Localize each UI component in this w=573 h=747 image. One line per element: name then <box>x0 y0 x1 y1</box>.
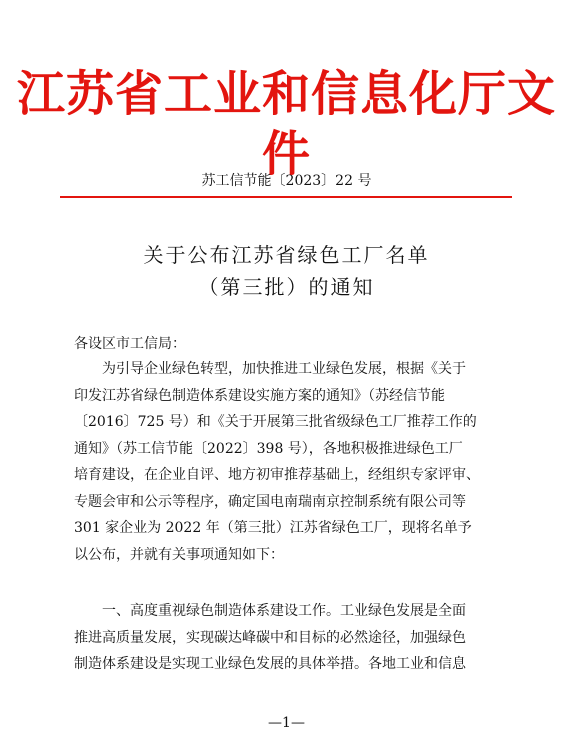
paragraph-line: 培育建设，在企业自评、地方初审推荐基础上，经组织专家评审、 <box>74 467 480 483</box>
paragraph-line: 以公布，并就有关事项通知如下： <box>74 546 284 563</box>
document-number: 苏工信节能〔2023〕22 号 <box>201 173 372 189</box>
paragraph-line: 专题会审和公示等程序，确定国电南瑞南京控制系统有限公司等 <box>74 493 466 510</box>
red-divider <box>60 196 512 198</box>
paragraph-section-one <box>74 598 502 678</box>
paragraph-line: 推进高质量发展，实现碳达峰碳中和目标的必然途径，加强绿色 <box>74 629 466 646</box>
paragraph-line: 301 家企业为 2022 年（第三批）江苏省绿色工厂，现将名单予 <box>74 520 472 536</box>
paragraph-line: 制造体系建设是实现工业绿色发展的具体举措。各地工业和信息 <box>74 656 466 672</box>
paragraph-line: 为引导企业绿色转型，加快推进工业绿色发展，根据《关于 <box>102 361 466 377</box>
addressee: 各设区市工信局： <box>74 336 186 352</box>
page-number: —1— <box>268 715 305 731</box>
paragraph-line: 印发江苏省绿色制造体系建设实施方案的通知》（苏经信节能 <box>74 387 445 404</box>
paragraph-line: 一、高度重视绿色制造体系建设工作。工业绿色发展是全面 <box>102 603 466 619</box>
paragraph-intro <box>74 356 502 568</box>
title-line: 关于公布江苏省绿色工厂名单 <box>143 243 430 267</box>
title-line: （第三批）的通知 <box>198 275 375 299</box>
paragraph-line: 通知》（苏工信节能〔2022〕398 号），各地积极推进绿色工厂 <box>74 440 463 457</box>
paragraph-line: 〔2016〕725 号）和《关于开展第三批省级绿色工厂推荐工作的 <box>74 414 477 430</box>
notice-title <box>0 239 573 303</box>
masthead-title: 江苏省工业和信息化厅文件 <box>16 66 556 182</box>
